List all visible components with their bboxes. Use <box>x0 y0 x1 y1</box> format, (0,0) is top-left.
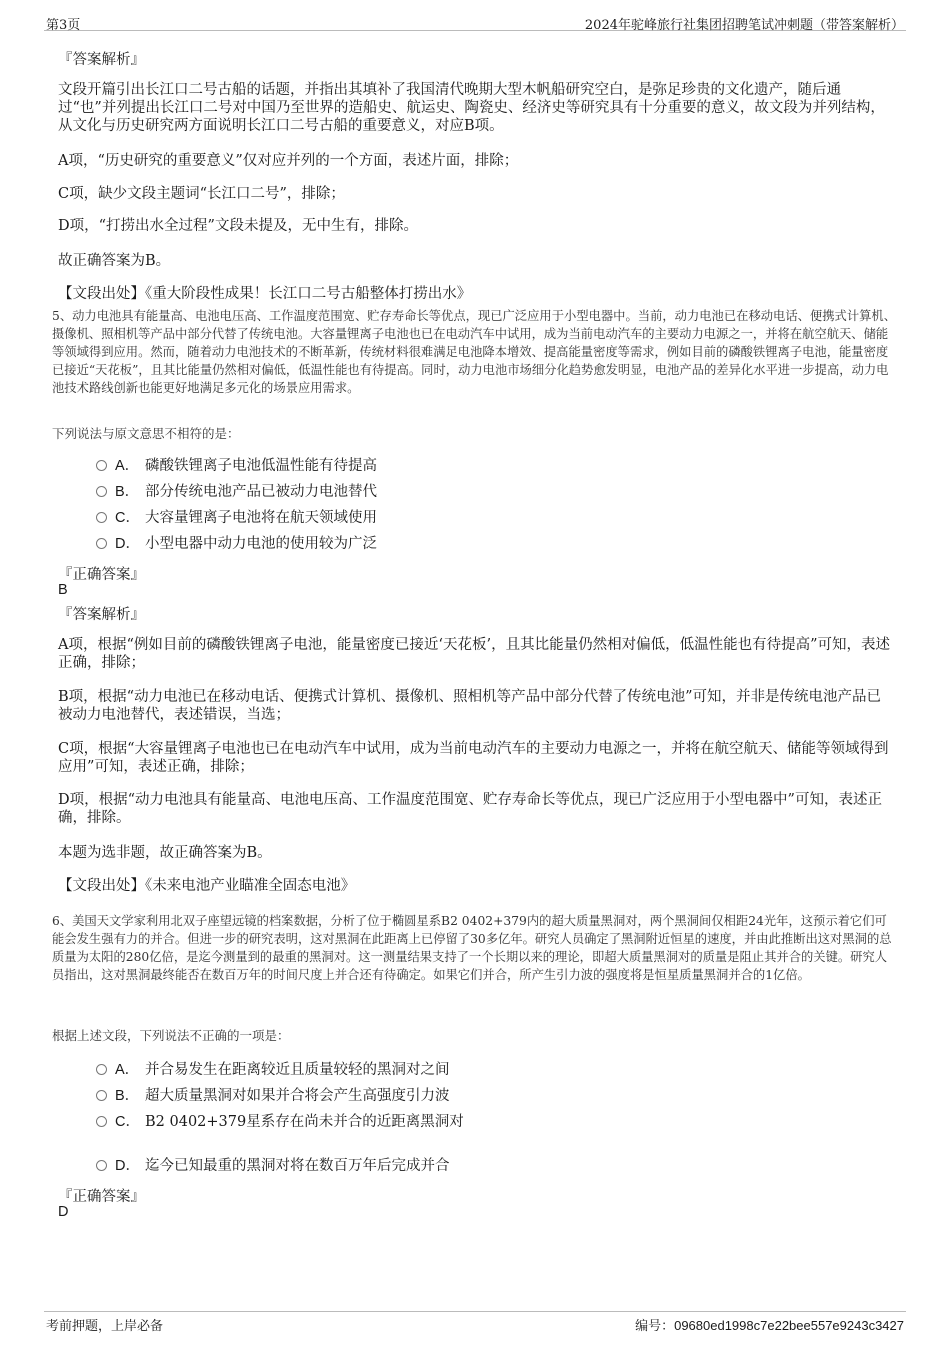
option-text: 超大质量黑洞对如果并合将会产生高强度引力波 <box>145 1088 450 1104</box>
option-text: 迄今已知最重的黑洞对将在数百万年后完成并合 <box>145 1158 450 1174</box>
page-footer <box>44 1311 906 1334</box>
option-letter: A． <box>115 1062 140 1078</box>
analysis-paragraph: 故正确答案为B。 <box>58 253 171 269</box>
page-number: 第3页 <box>46 18 81 33</box>
q5-option-c[interactable] <box>96 508 377 528</box>
q6-option-c[interactable] <box>96 1112 464 1132</box>
analysis-paragraph: D项，根据“动力电池具有能量高、电池电压高、工作温度范围宽、贮存寿命长等优点，现已广泛应用于小型电器中”可知，表述正确，排除。 <box>58 792 882 826</box>
question-5-passage: 5、动力电池具有能量高、电池电压高、工作温度范围宽、贮存寿命长等优点，现已广泛应用于小型电器中。当前，动力电池已在移动电话、便携式计算机、摄像机、照相机等产品中部分代替了传统电池。大容量锂离子电池也已在电动汽车中试用，成为当前电动汽车的主要动力电源之一，并将在航空航天、储能等领域得到应用。然而，随着动力电池技术的不断革新，传统材料很难满足电池降本增效、提高能量密度等需求，例如目前的磷酸铁锂离子电池，能量密度已接近“天花板”，且其比能量仍然相对偏低，低温性能也有待提高。同时，动力电池市场细分化趋势愈发明显，电池产品的差异化水平进一步提高，动力电池技术路线创新也能更好地满足多元化的场景应用需求。 <box>52 309 897 395</box>
correct-answer: B <box>58 582 68 598</box>
option-text: 磷酸铁锂离子电池低温性能有待提高 <box>145 458 377 474</box>
option-letter: B． <box>115 484 140 500</box>
radio-button-icon[interactable] <box>96 1064 107 1075</box>
correct-answer: D <box>58 1204 69 1220</box>
source-citation: 【文段出处】《重大阶段性成果！长江口二号古船整体打捞出水》 <box>58 286 472 302</box>
analysis-paragraph: A项，“历史研究的重要意义”仅对应并列的一个方面，表述片面，排除； <box>58 153 519 169</box>
question-6-prompt: 根据上述文段，下列说法不正确的一项是： <box>52 1028 290 1043</box>
analysis-paragraph: A项，根据“例如目前的磷酸铁锂离子电池，能量密度已接近‘天花板’，且其比能量仍然相对偏低，低温性能也有待提高”可知，表述正确，排除； <box>58 637 891 671</box>
q5-option-b[interactable] <box>96 482 377 502</box>
radio-button-icon[interactable] <box>96 486 107 497</box>
question-6-passage: 6、美国天文学家利用北双子座望远镜的档案数据，分析了位于椭圆星系B2 0402+379内的超大质量黑洞对，两个黑洞间仅相距24光年，这预示着它们可能会发生强有力的并合。但进一步的研究表明，这对黑洞在此距离上已停留了30多亿年。研究人员确定了黑洞附近恒星的速度，并由此推断出这对黑洞的总质量为太阳的280亿倍，是迄今测量到的最重的黑洞对。这一测量结果支持了一个长期以来的理论，即超大质量黑洞对的质量是阻止其并合的关键。研究人员指出，这对黑洞最终能否在数百万年的时间尺度上并合还有待确定。如果它们并合，所产生引力波的强度将是恒星质量黑洞并合的1亿倍。 <box>52 914 892 982</box>
question-5-prompt: 下列说法与原文意思不相符的是： <box>52 426 240 441</box>
code-label: 编号： <box>635 1319 675 1334</box>
radio-button-icon[interactable] <box>96 538 107 549</box>
option-text: 小型电器中动力电池的使用较为广泛 <box>145 536 377 552</box>
footer-slogan: 考前押题，上岸必备 <box>46 1319 164 1334</box>
q6-option-d[interactable] <box>96 1156 450 1176</box>
q6-option-a[interactable] <box>96 1060 450 1080</box>
source-citation: 【文段出处】《未来电池产业瞄准全固态电池》 <box>58 878 356 894</box>
document-title: 2024年驼峰旅行社集团招聘笔试冲刺题（带答案解析） <box>584 18 904 33</box>
option-letter: D． <box>115 536 140 552</box>
analysis-label: 『答案解析』 <box>58 52 145 68</box>
radio-button-icon[interactable] <box>96 1160 107 1171</box>
q5-option-a[interactable] <box>96 456 377 476</box>
option-text: 大容量锂离子电池将在航天领域使用 <box>145 510 377 526</box>
q6-option-b[interactable] <box>96 1086 450 1106</box>
correct-answer-label: 『正确答案』 <box>58 1189 145 1205</box>
analysis-paragraph: B项，根据“动力电池已在移动电话、便携式计算机、摄像机、照相机等产品中部分代替了传统电池”可知，并非是传统电池产品已被动力电池替代，表述错误，当选； <box>58 689 881 723</box>
analysis-label: 『答案解析』 <box>58 607 145 623</box>
option-letter: C． <box>115 1114 140 1130</box>
option-letter: D． <box>115 1158 140 1174</box>
option-letter: A． <box>115 458 140 474</box>
option-letter: C． <box>115 510 140 526</box>
radio-button-icon[interactable] <box>96 1116 107 1127</box>
analysis-paragraph: D项，“打捞出水全过程”文段未提及，无中生有，排除。 <box>58 218 418 234</box>
document-code <box>635 1315 904 1334</box>
option-text: 并合易发生在距离较近且质量较轻的黑洞对之间 <box>145 1062 450 1078</box>
correct-answer-label: 『正确答案』 <box>58 567 145 583</box>
option-text: 部分传统电池产品已被动力电池替代 <box>145 484 377 500</box>
option-letter: B． <box>115 1088 140 1104</box>
analysis-paragraph: C项，缺少文段主题词“长江口二号”，排除； <box>58 186 345 202</box>
analysis-paragraph: 文段开篇引出长江口二号古船的话题，并指出其填补了我国清代晚期大型木帆船研究空白，是弥足珍贵的文化遗产，随后通过“也”并列提出长江口二号对中国乃至世界的造船史、航运史、陶瓷史、经济史等研究具有十分重要的意义，故文段为并列结构，从文化与历史研究两方面说明长江口二号古船的重要意义，对应B项。 <box>58 82 885 134</box>
radio-button-icon[interactable] <box>96 460 107 471</box>
page-header <box>44 8 906 31</box>
analysis-paragraph: 本题为选非题，故正确答案为B。 <box>58 845 272 861</box>
code-value: 09680ed1998c7e22bee557e9243c3427 <box>674 1318 904 1333</box>
q5-option-d[interactable] <box>96 534 377 554</box>
option-text: B2 0402+379星系存在尚未并合的近距离黑洞对 <box>145 1114 464 1130</box>
radio-button-icon[interactable] <box>96 1090 107 1101</box>
radio-button-icon[interactable] <box>96 512 107 523</box>
analysis-paragraph: C项，根据“大容量锂离子电池也已在电动汽车中试用，成为当前电动汽车的主要动力电源之一，并将在航空航天、储能等领域得到应用”可知，表述正确，排除； <box>58 741 889 775</box>
